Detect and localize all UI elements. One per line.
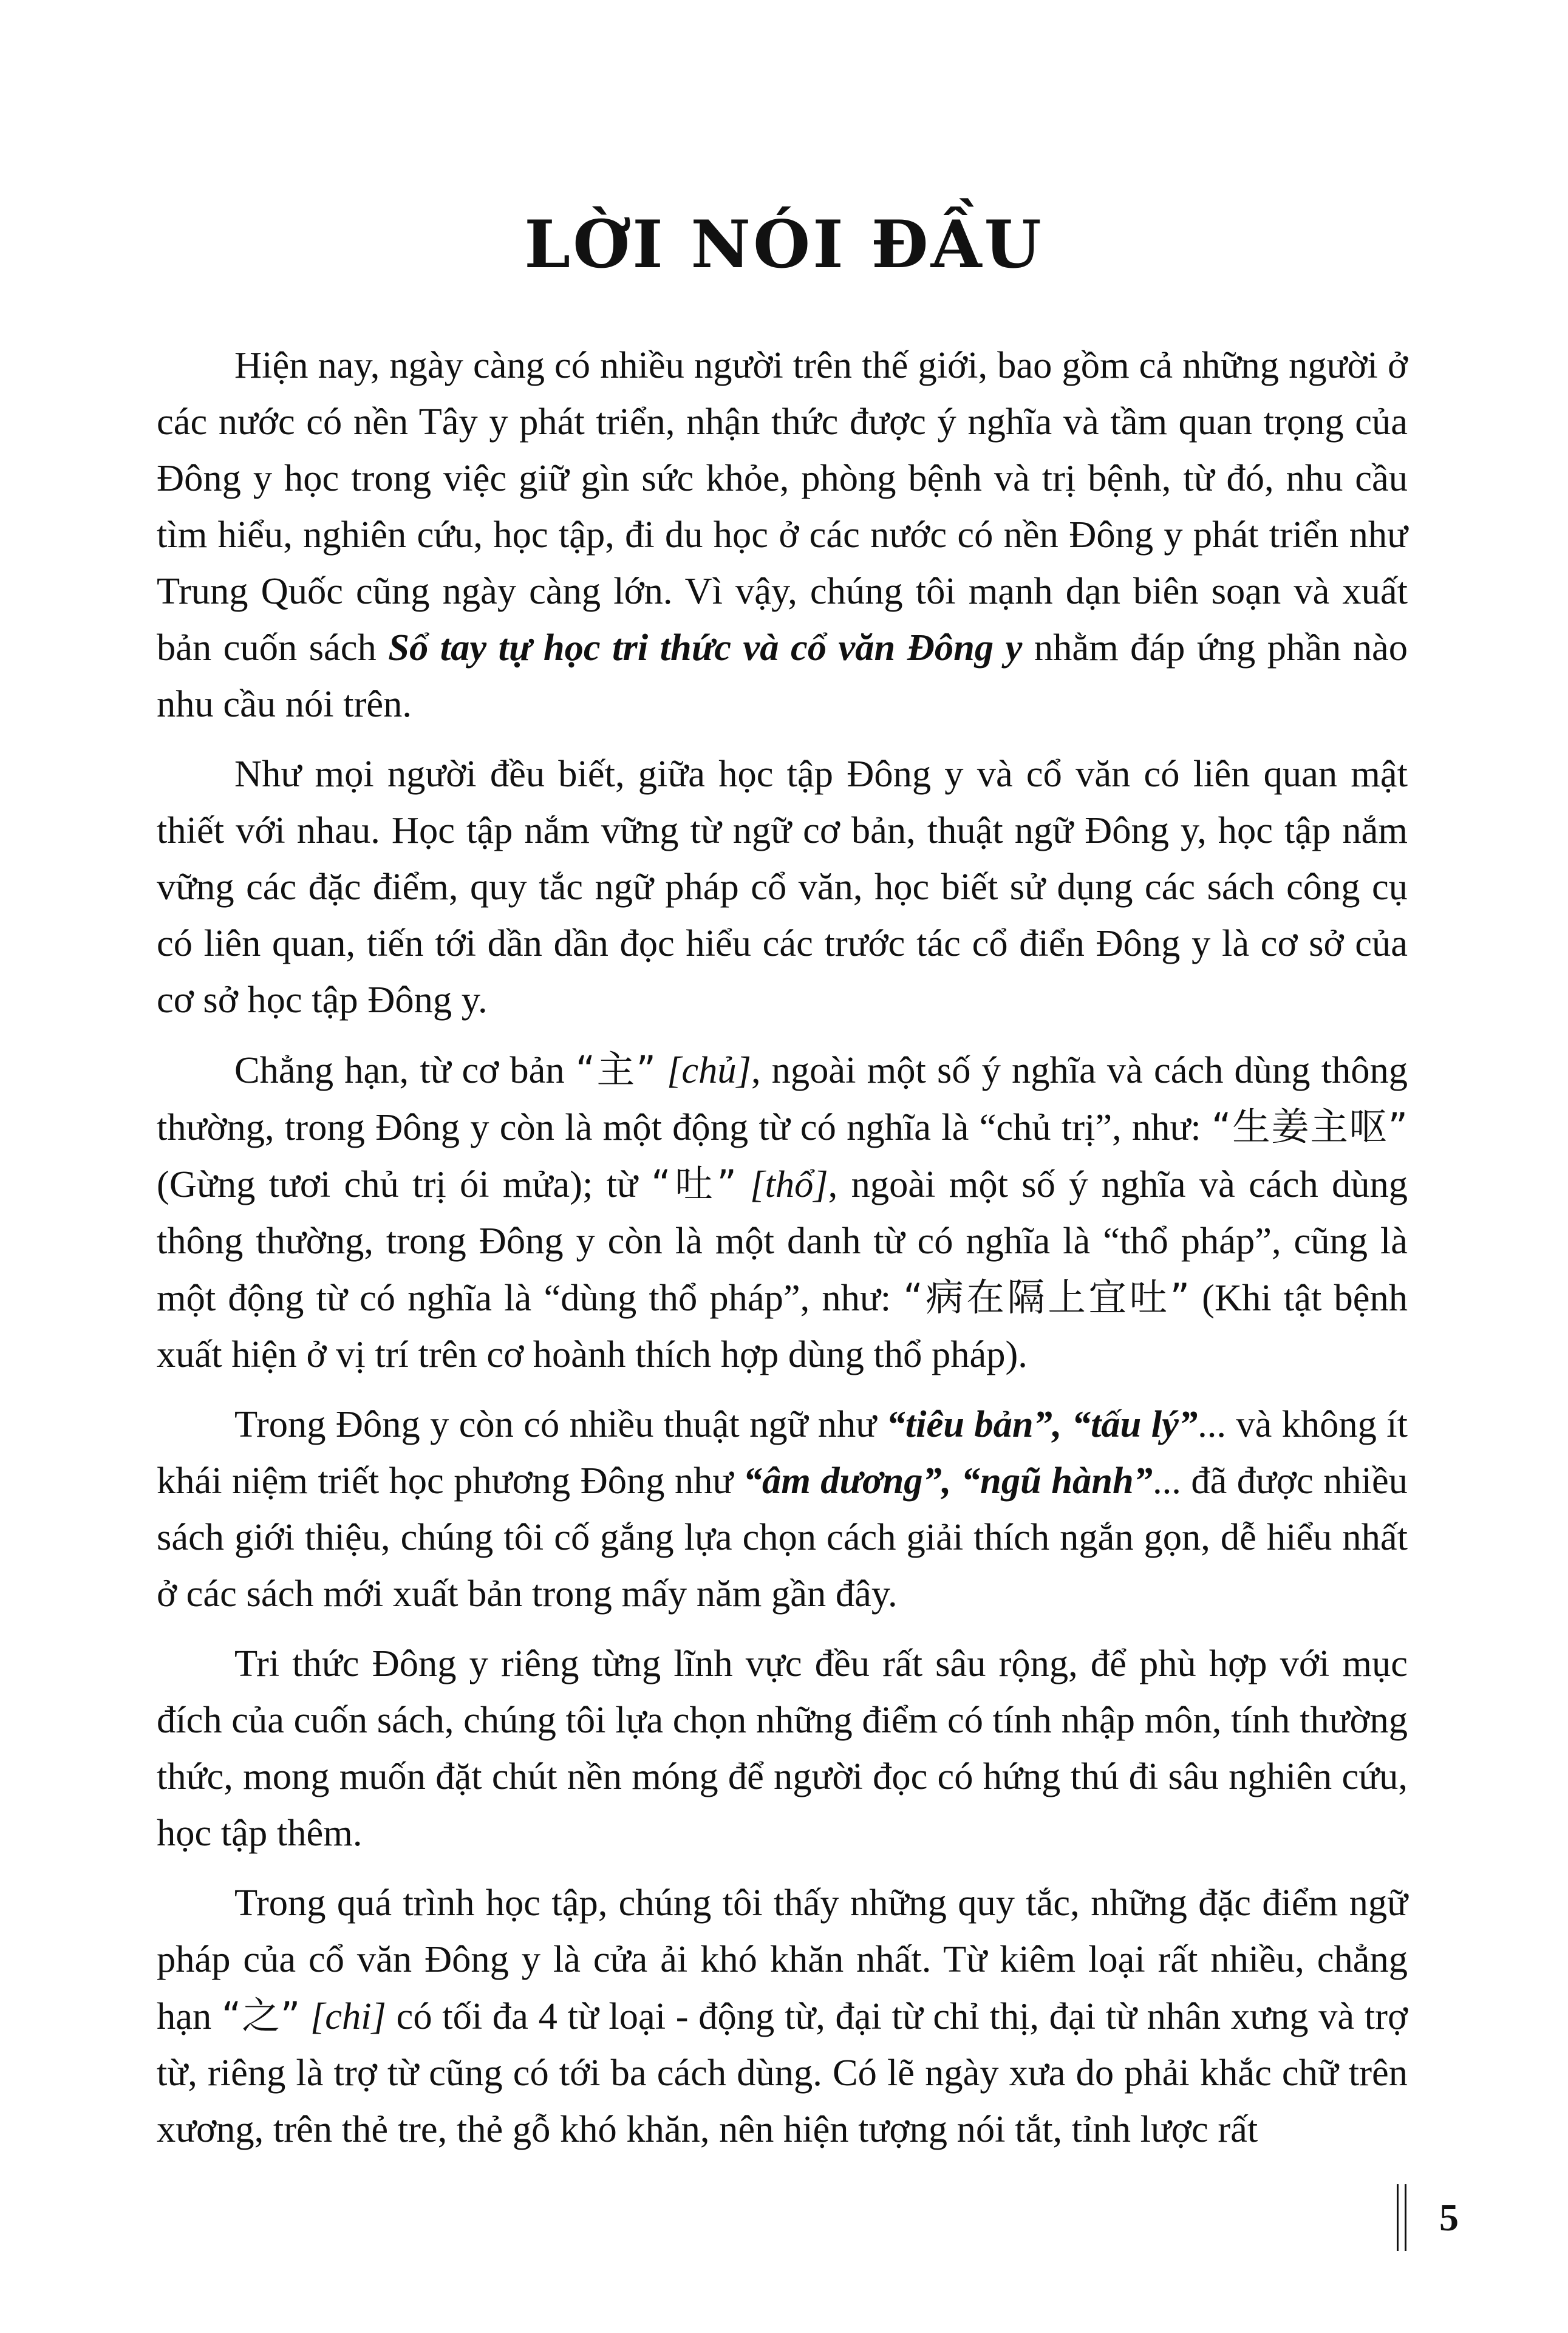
reading: [thổ] [736,1163,828,1205]
paragraph-6 [157,1875,1408,2158]
page-title: LỜI NÓI ĐẦU [524,206,1044,283]
paragraph-text: Trong quá trình học tập, chúng tôi thấy những quy tắc, những đặc điểm ngữ pháp của cổ văn Đông y là cửa ải khó khăn nhất. Từ kiêm loại rất nhiều, chẳng hạn [157,1881,1408,2037]
chinese-term: “吐” [651,1162,737,1206]
paragraph-text: (Khi tật bệnh xuất hiện ở vị trí trên cơ hoành thích hợp dùng thổ pháp). [157,1276,1408,1375]
paragraph-text: ... đã được nhiều sách giới thiệu, chúng tôi cố gắng lựa chọn cách giải thích ngắn gọn, dễ hiểu nhất ở các sách mới xuất bản trong mấy năm gần đây. [157,1459,1408,1615]
reading: [chi] [300,1995,386,2037]
paragraph-text: (Gừng tươi chủ trị ói mửa); từ [157,1163,652,1205]
chinese-term: “病在隔上宜吐” [903,1275,1190,1320]
chinese-term: “之” [221,1994,301,2038]
paragraph-text: ... và không ít khái niệm triết học phương Đông như [157,1403,1408,1502]
term: “âm dương”, “ngũ hành” [743,1459,1153,1502]
page-footer [1397,2184,1459,2251]
reading: [chủ] [655,1049,751,1091]
term: “tiêu bản”, “tấu lý” [886,1403,1198,1445]
paragraph-text: Chẳng hạn, từ cơ bản [234,1049,576,1091]
paragraph-text: , ngoài một số ý nghĩa và cách dùng thông thường, trong Đông y còn là một động từ có nghĩa là “chủ trị”, như: [157,1049,1408,1148]
paragraph-text: Hiện nay, ngày càng có nhiều người trên thế giới, bao gồm cả những người ở các nước có nền Tây y phát triển, nhận thức được ý nghĩa và tầm quan trọng của Đông y học trong việc giữ gìn sức khỏe, phòng bệnh và trị bệnh, từ đó, nhu cầu tìm hiểu, nghiên cứu, học tập, đi du học ở các nước có nền Đông y phát triển như Trung Quốc cũng ngày càng lớn. Vì vậy, chúng tôi mạnh dạn biên soạn và xuất bản cuốn sách [157,344,1408,669]
paragraph-1 [157,337,1408,732]
chinese-term: “生姜主呕” [1212,1105,1408,1149]
paragraph-text: nhằm đáp ứng phần nào nhu cầu nói trên. [157,626,1408,725]
book-title: Sổ tay tự học tri thức và cổ văn Đông y [388,626,1023,669]
paragraph-text: có tối đa 4 từ loại - động từ, đại từ chỉ thị, đại từ nhân xưng và trợ từ, riêng là trợ từ cũng có tới ba cách dùng. Có lẽ ngày xưa do phải khắc chữ trên xương, trên thẻ tre, thẻ gỗ khó khăn, nên hiện tượng nói tắt, tỉnh lược rất [157,1995,1408,2150]
page-rule [1397,2184,1406,2251]
paragraph-text: Trong Đông y còn có nhiều thuật ngữ như [234,1403,887,1445]
page-number: 5 [1439,2196,1459,2239]
paragraph-text: , ngoài một số ý nghĩa và cách dùng thông thường, trong Đông y còn là một danh từ có nghĩa là “thổ pháp”, cũng là một động từ có nghĩa là “dùng thổ pháp”, như: [157,1163,1408,1319]
paragraph-5: Tri thức Đông y riêng từng lĩnh vực đều rất sâu rộng, để phù hợp với mục đích của cuốn sách, chúng tôi lựa chọn những điểm có tính nhập môn, tính thường thức, mong muốn đặt chút nền móng để người đọc có hứng thú đi sâu nghiên cứu, học tập thêm. [157,1642,1408,1854]
paragraph-3 [157,1041,1408,1383]
paragraph-2: Như mọi người đều biết, giữa học tập Đông y và cổ văn có liên quan mật thiết với nhau. Học tập nắm vững từ ngữ cơ bản, thuật ngữ Đông y, học tập nắm vững các đặc điểm, quy tắc ngữ pháp cổ văn, học biết sử dụng các sách công cụ có liên quan, tiến tới dần dần đọc hiểu các trước tác cổ điển Đông y là cơ sở của cơ sở học tập Đông y. [157,752,1408,1021]
paragraph-4 [157,1396,1408,1622]
chinese-term: “主” [575,1047,656,1092]
body-text [157,337,1408,2158]
